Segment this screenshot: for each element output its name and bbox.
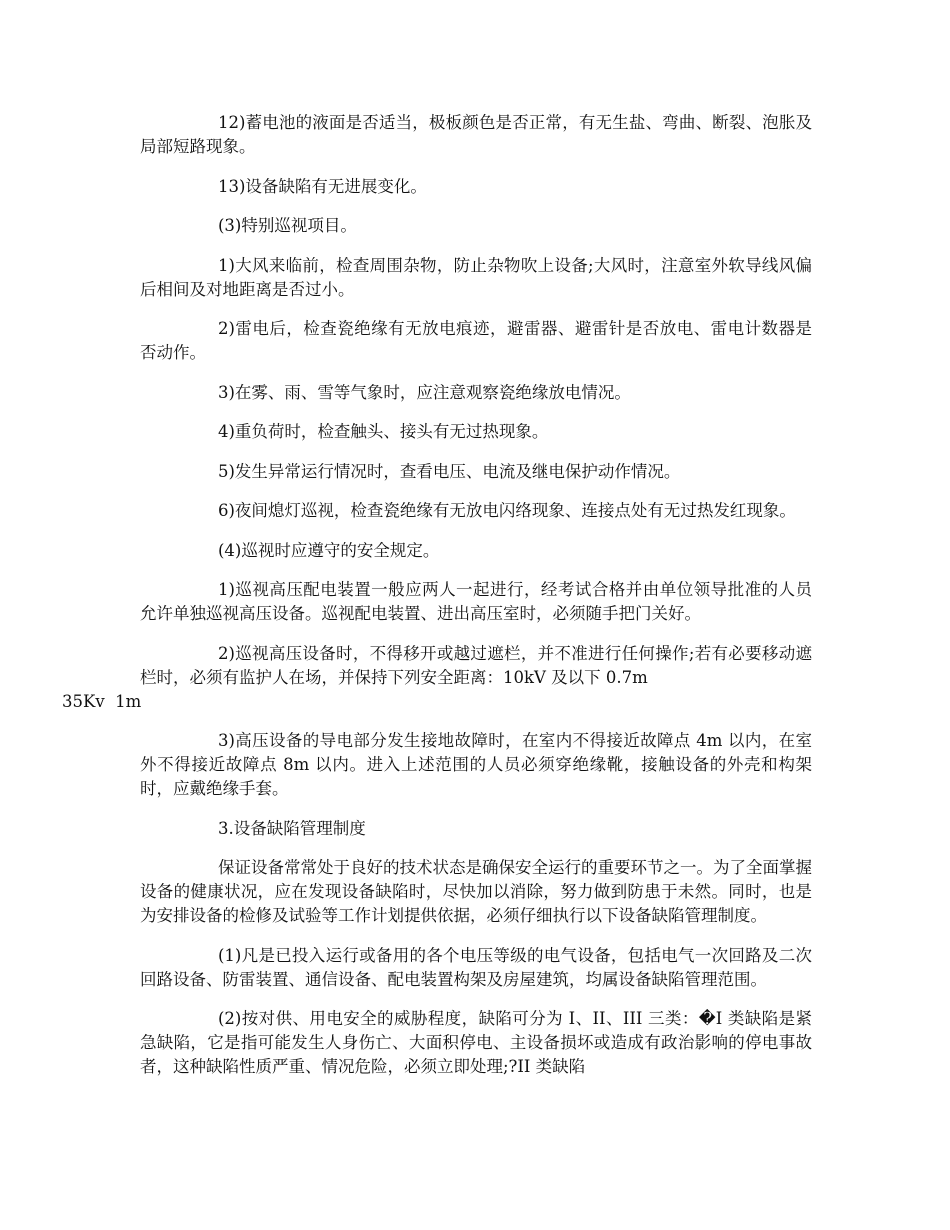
paragraph-ground-fault: 3)高压设备的导电部分发生接地故障时，在室内不得接近故障点 4m 以内，在室外不得接近故障点 8m 以内。进入上述范围的人员必须穿绝缘靴，接触设备的外壳和构架时，应戴绝缘手套。 xyxy=(140,731,812,798)
heading-safety-rules: (4)巡视时应遵守的安全规定。 xyxy=(218,540,440,560)
paragraph-defect-progress: 13)设备缺陷有无进展变化。 xyxy=(218,176,427,196)
paragraph-night-inspection: 6)夜间熄灯巡视，检查瓷绝缘有无放电闪络现象、连接点处有无过热发红现象。 xyxy=(218,501,796,520)
paragraph-defect-classification: (2)按对供、用电安全的威胁程度，缺陷可分为 I、II、III 三类：�I 类缺陷是紧急缺陷，它是指可能发生人身伤亡、大面积停电、主设备损坏或造成有政治影响的停电事故者，这种缺陷性质严重、情况危险，必须立即处理;?II 类缺陷 xyxy=(140,1009,812,1076)
paragraph-strong-wind: 1)大风来临前，检查周围杂物，防止杂物吹上设备;大风时，注意室外软导线风偏后相间及对地距离是否过小。 xyxy=(140,255,812,299)
paragraph-abnormal-operation: 5)发生异常运行情况时，查看电压、电流及继电保护动作情况。 xyxy=(218,461,681,481)
heading-defect-management: 3.设备缺陷管理制度 xyxy=(218,818,366,838)
document-body xyxy=(62,111,812,1095)
paragraph-defect-management-intro: 保证设备常常处于良好的技术状态是确保安全运行的重要环节之一。为了全面掌握设备的健康状况，应在发现设备缺陷时，尽快加以消除，努力做到防患于未然。同时，也是为安排设备的检修及试验等工作计划提供依据，必须仔细执行以下设备缺陷管理制度。 xyxy=(140,858,812,925)
barrier-distance-text: 2)巡视高压设备时，不得移开或越过遮栏，并不准进行任何操作;若有必要移动遮栏时，必须有监护人在场，并保持下列安全距离：10kV 及以下 0.7m xyxy=(140,643,812,687)
paragraph-two-person-inspection: 1)巡视高压配电装置一般应两人一起进行，经考试合格并由单位领导批准的人员允许单独巡视高压设备。巡视配电装置、进出高压室时，必须随手把门关好。 xyxy=(140,580,812,623)
paragraph-defect-scope: (1)凡是已投入运行或备用的各个电压等级的电气设备，包括电气一次回路及二次回路设备、防雷装置、通信设备、配电装置构架及房屋建筑，均属设备缺陷管理范围。 xyxy=(140,945,812,989)
paragraph-heavy-load: 4)重负荷时，检查触头、接头有无过热现象。 xyxy=(218,422,549,441)
paragraph-after-lightning: 2)雷电后，检查瓷绝缘有无放电痕迹，避雷器、避雷针是否放电、雷电计数器是否动作。 xyxy=(140,319,812,362)
safety-distance-35kv: 35Kv 1m xyxy=(62,691,142,711)
heading-special-inspection: (3)特别巡视项目。 xyxy=(218,216,357,235)
paragraph-barrier-distance xyxy=(62,642,812,714)
paragraph-battery-check: 12)蓄电池的液面是否适当，极板颜色是否正常，有无生盐、弯曲、断裂、泡胀及局部短路现象。 xyxy=(140,113,812,156)
paragraph-fog-rain-snow: 3)在雾、雨、雪等气象时，应注意观察瓷绝缘放电情况。 xyxy=(218,382,631,402)
